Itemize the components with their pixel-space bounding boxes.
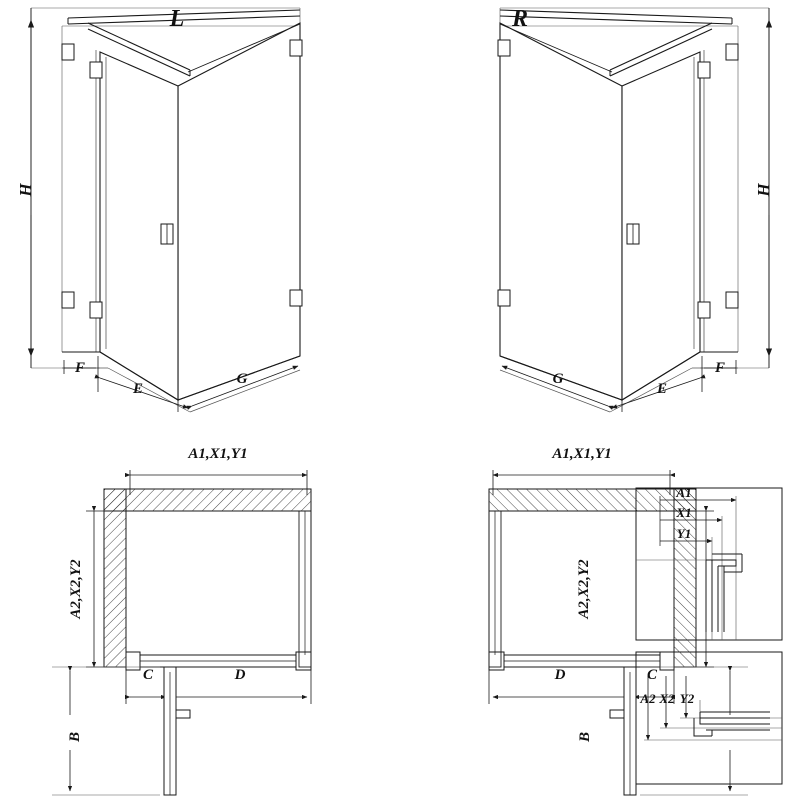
label-D-right: D [554, 667, 566, 683]
view-top-left-3d [31, 8, 302, 412]
label-A2X2Y2-left: A2,X2,Y2 [68, 559, 84, 619]
view-top-right-3d [498, 8, 769, 412]
label-C-left: C [142, 667, 154, 683]
dimension-B-left [52, 667, 160, 795]
dimension-CD-left [126, 667, 311, 704]
label-F-left: F [74, 360, 86, 376]
door-swing-right [610, 667, 636, 795]
label-B-right: B [577, 731, 593, 743]
label-hand-left: L [169, 6, 185, 32]
label-hand-right: R [511, 6, 529, 32]
label-E-left: E [132, 381, 144, 397]
label-G-right: G [552, 371, 564, 387]
door-handle-right [627, 224, 639, 244]
label-A1X1Y1-right: A1,X1,Y1 [552, 446, 612, 462]
label-F-right: F [714, 360, 726, 376]
label-H-right: H [754, 183, 773, 197]
label-A1X1Y1-left: A1,X1,Y1 [188, 446, 248, 462]
door-swing-left [164, 667, 190, 795]
label-H-left: H [16, 183, 35, 197]
label-G-left: G [236, 371, 248, 387]
label-detail-A1: A1 [676, 485, 692, 500]
label-detail-Y2: Y2 [679, 691, 695, 706]
door-handle-left [161, 224, 173, 244]
label-C-right: C [646, 667, 658, 683]
view-plan-right [489, 470, 748, 795]
label-A2X2Y2-right: A2,X2,Y2 [576, 559, 592, 619]
label-B-left: B [67, 731, 83, 743]
label-D-left: D [234, 667, 246, 683]
label-detail-X2: X2 [659, 691, 675, 706]
label-detail-Y1: Y1 [676, 526, 692, 541]
view-plan-left [52, 470, 311, 795]
dimension-A2-left [86, 511, 104, 667]
label-E-right: E [656, 381, 668, 397]
label-detail-X1: X1 [676, 505, 692, 520]
label-detail-A2: A2 [640, 691, 656, 706]
